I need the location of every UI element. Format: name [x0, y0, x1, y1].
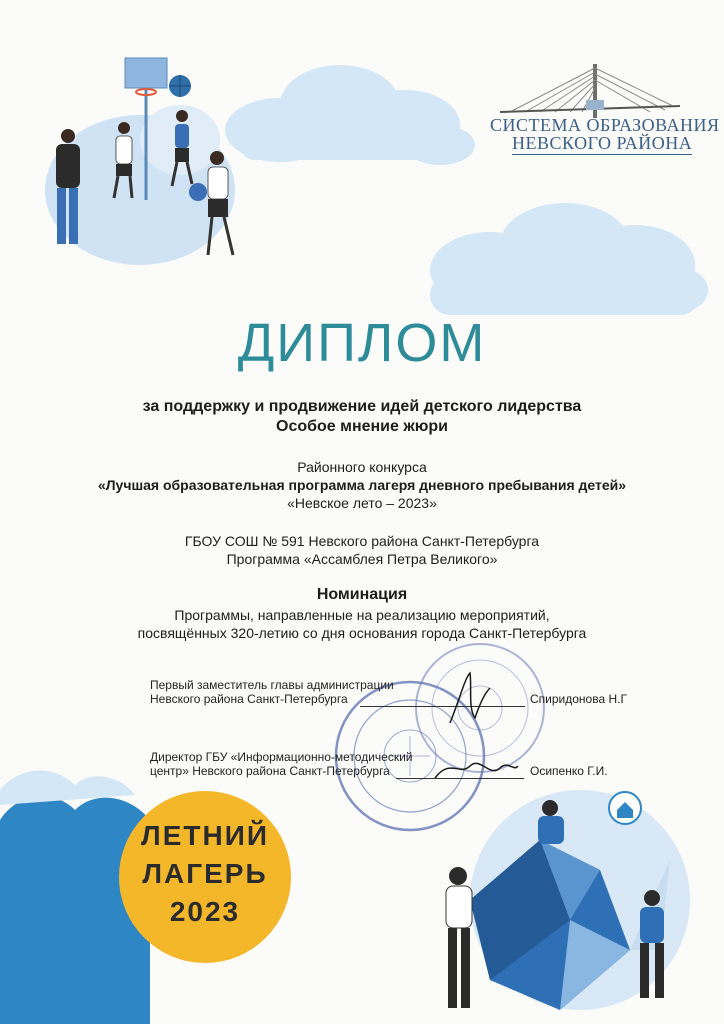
- badge-line3: 2023: [169, 896, 241, 927]
- signer2-name: Осипенко Г.И.: [530, 764, 608, 778]
- logo-line1: СИСТЕМА ОБРАЗОВАНИЯ: [490, 115, 720, 135]
- cloud-right: [420, 200, 710, 330]
- badge-line2: ЛАГЕРЬ: [142, 858, 268, 889]
- page-title: ДИПЛОМ: [237, 313, 487, 373]
- signer2-position-line2: центр» Невского района Санкт-Петербурга: [150, 764, 390, 778]
- signer2-handwritten-signature: [430, 748, 520, 784]
- contest-line2: «Лучшая образовательная программа лагеря дневного пребывания детей»: [97, 477, 627, 493]
- nomination-line2: посвящённых 320-летию со дня основания города Санкт-Петербурга: [137, 625, 587, 641]
- contest-line3: «Невское лето – 2023»: [287, 495, 437, 511]
- bridge-logo-icon: [500, 62, 680, 122]
- award-line1: за поддержку и продвижение идей детского лидерства: [142, 398, 582, 415]
- signer1-position-line1: Первый заместитель главы администрации: [150, 678, 394, 692]
- signer1-handwritten-signature: [440, 668, 500, 728]
- building-team-illustration: [430, 780, 700, 1024]
- signer1-name: Спиридонова Н.Г: [530, 692, 627, 706]
- contest-line1: Районного конкурса: [297, 459, 427, 475]
- cloud-top: [220, 60, 480, 170]
- school-line1: ГБОУ СОШ № 591 Невского района Санкт-Петербурга: [184, 533, 540, 549]
- nomination-heading: Номинация: [316, 586, 408, 603]
- school-line2: Программа «Ассамблея Петра Великого»: [226, 551, 498, 567]
- nomination-line1: Программы, направленные на реализацию мероприятий,: [174, 607, 550, 623]
- badge-line1: ЛЕТНИЙ: [141, 820, 269, 851]
- award-line2: Особое мнение жюри: [276, 418, 448, 435]
- logo-line2: НЕВСКОГО РАЙОНА: [512, 133, 693, 153]
- basketball-illustration: [30, 50, 250, 270]
- signer2-position-line1: Директор ГБУ «Информационно-методический: [150, 750, 413, 764]
- signer1-position-line2: Невского района Санкт-Петербурга: [150, 692, 348, 706]
